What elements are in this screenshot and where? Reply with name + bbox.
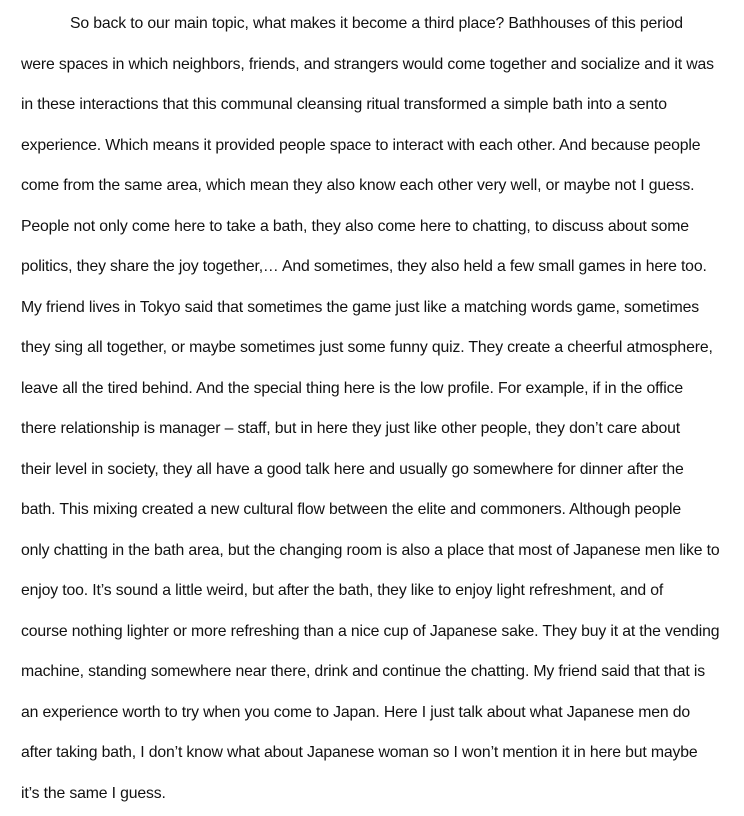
text-line-7: politics, they share the joy together,… And sometimes, they also held a few small games in here too.	[21, 258, 707, 275]
text-line-11: there relationship is manager – staff, but in here they just like other people, they don’t care about	[21, 420, 680, 437]
text-line-3: in these interactions that this communal cleansing ritual transformed a simple bath into a sento	[21, 96, 667, 113]
text-line-6: People not only come here to take a bath, they also come here to chatting, to discuss about some	[21, 217, 689, 235]
text-line-16: course nothing lighter or more refreshing than a nice cup of Japanese sake. They buy it at the vending	[21, 622, 720, 640]
text-line-18: an experience worth to try when you come to Japan. Here I just talk about what Japanese men do	[21, 703, 691, 721]
text-line-4: experience. Which means it provided people space to interact with each other. And because people	[21, 136, 701, 154]
text-line-12: their level in society, they all have a good talk here and usually go somewhere for dinner after the	[21, 460, 684, 478]
text-line-13: bath. This mixing created a new cultural flow between the elite and commoners. Although people	[21, 501, 682, 518]
text-line-15: enjoy too. It’s sound a little weird, but after the bath, they like to enjoy light refreshment, and of	[21, 582, 664, 599]
text-line-10: leave all the tired behind. And the special thing here is the low profile. For example, if in the office	[21, 379, 684, 397]
text-line-19: after taking bath, I don’t know what about Japanese woman so I won’t mention it in here but maybe	[21, 744, 698, 761]
text-line-5: come from the same area, which mean they also know each other very well, or maybe not I guess.	[21, 177, 695, 194]
text-line-8: My friend lives in Tokyo said that sometimes the game just like a matching words game, sometimes	[21, 298, 700, 316]
body-paragraph	[21, 4, 721, 814]
text-line-20: it’s the same I guess.	[21, 784, 166, 802]
text-line-9: they sing all together, or maybe sometimes just some funny quiz. They create a cheerful atmosphere,	[21, 339, 713, 356]
text-line-2: were spaces in which neighbors, friends, and strangers would come together and socialize and it was	[21, 55, 714, 73]
text-line-14: only chatting in the bath area, but the changing room is also a place that most of Japanese men like to	[21, 541, 720, 559]
text-line-1: So back to our main topic, what makes it become a third place? Bathhouses of this period	[70, 15, 683, 32]
text-line-17: machine, standing somewhere near there, drink and continue the chatting. My friend said that that is	[21, 663, 705, 680]
